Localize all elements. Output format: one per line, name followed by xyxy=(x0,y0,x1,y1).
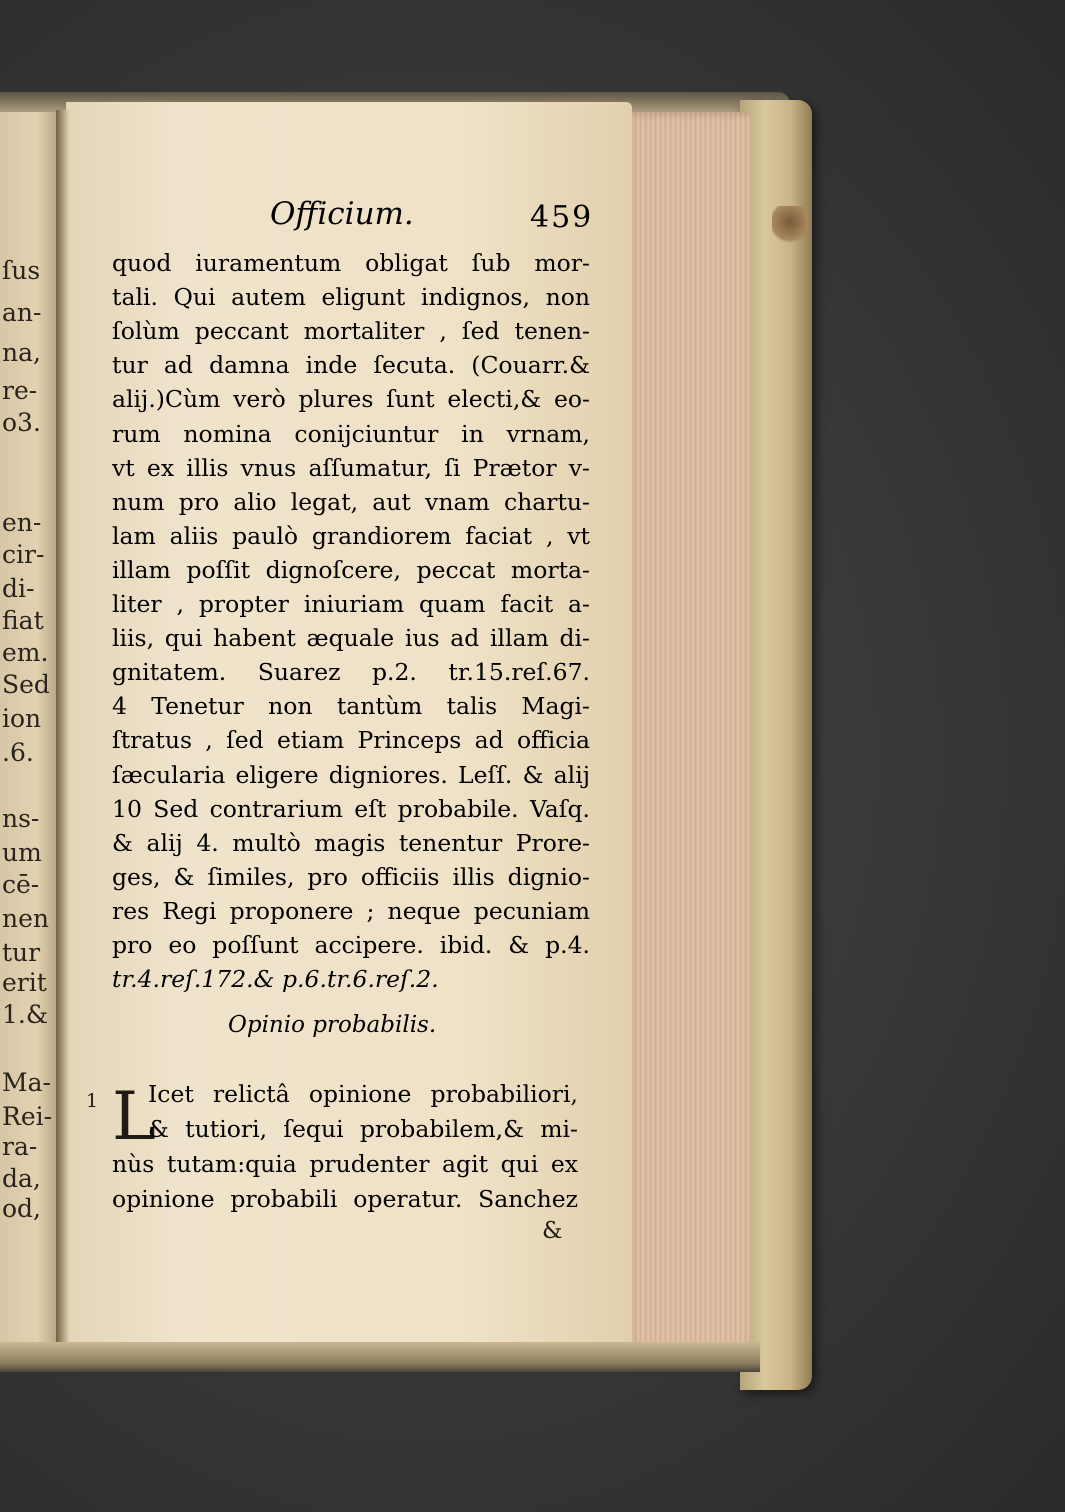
body-line: tur ad damna inde ſecuta. (Couarr.& xyxy=(112,351,590,380)
page-number: 459 xyxy=(530,200,594,235)
left-page-fragment: fiat xyxy=(2,606,44,635)
left-page xyxy=(0,112,62,1342)
body-line: alij.)Cùm verò plures ſunt electi,& eo- xyxy=(112,385,590,414)
paragraph-line: & tutiori, ſequi probabilem,& mi- xyxy=(148,1115,578,1143)
body-line: & alij 4. multò magis tenentur Prore- xyxy=(112,828,590,857)
body-line: tr.4.reſ.172.& p.6.tr.6.reſ.2. xyxy=(112,965,439,994)
left-page-fragment: 1.& xyxy=(2,1000,49,1029)
left-page-fragment: ra- xyxy=(2,1132,38,1161)
left-page-fragment: od, xyxy=(2,1194,42,1223)
left-page-fragment: an- xyxy=(2,298,42,327)
left-page-fragment: tur xyxy=(2,938,41,967)
body-line: quod iuramentum obligat ſub mor- xyxy=(112,249,590,277)
body-line: 10 Sed contrarium eſt probabile. Vaſq. xyxy=(112,794,590,823)
left-page-fragment: Sed xyxy=(2,670,50,699)
running-header xyxy=(160,196,620,242)
left-page-fragment: di- xyxy=(2,574,35,603)
body-line: illam poſſit dignoſcere, peccat morta- xyxy=(112,555,590,584)
left-page-fragment: en- xyxy=(2,508,42,537)
book-bottom-edge xyxy=(0,1342,760,1372)
body-line: ſtratus , ſed etiam Princeps ad officia xyxy=(112,726,590,755)
paragraph-line: opinione probabili operatur. Sanchez xyxy=(112,1185,578,1213)
body-line: res Regi proponere ; neque pecuniam xyxy=(112,896,590,925)
page-edges xyxy=(622,112,750,1362)
body-line: gnitatem. Suarez p.2. tr.15.reſ.67. xyxy=(112,658,590,687)
body-line: 4 Tenetur non tantùm talis Magi- xyxy=(112,692,590,721)
catchword: & xyxy=(542,1218,563,1244)
left-page-fragment: re- xyxy=(2,376,38,405)
book-cover xyxy=(740,100,812,1390)
body-line: pro eo poſſunt accipere. ibid. & p.4. xyxy=(112,931,590,959)
body-line: rum nomina conijciuntur in vrnam, xyxy=(112,419,590,448)
paragraph-number: 1 xyxy=(86,1090,99,1112)
left-page-fragment: ns- xyxy=(2,804,40,833)
body-line: ſolùm peccant mortaliter , ſed tenen- xyxy=(112,317,590,346)
body-line: tali. Qui autem eligunt indignos, non xyxy=(112,283,590,312)
left-page-fragment: erit xyxy=(2,968,47,997)
body-line: ges, & ſimiles, pro officiis illis dignio- xyxy=(112,862,590,891)
body-line: vt ex illis vnus aſſumatur, ſi Prætor v- xyxy=(112,453,590,482)
left-page-fragment: na, xyxy=(2,338,41,367)
cover-damage xyxy=(772,206,808,246)
left-page-fragment: ſus xyxy=(2,256,41,285)
body-line: lam aliis paulò grandiorem faciat , vt xyxy=(112,521,590,550)
left-page-fragment: o3. xyxy=(2,408,41,437)
book-gutter xyxy=(56,110,70,1346)
drop-initial: L xyxy=(112,1078,156,1155)
body-line: num pro alio legat, aut vnam chartu- xyxy=(112,487,590,516)
left-page-fragment: Ma- xyxy=(2,1068,51,1097)
running-title: Officium. xyxy=(270,196,414,232)
left-page-fragment: ion xyxy=(2,704,42,733)
left-page-fragment: .6. xyxy=(2,738,34,767)
body-line: liis, qui habent æquale ius ad illam di- xyxy=(112,624,590,653)
left-page-fragment: cir- xyxy=(2,540,45,569)
left-page-fragment: em. xyxy=(2,638,49,667)
body-line: liter , propter iniuriam quam facit a- xyxy=(112,590,590,618)
left-page-fragment: da, xyxy=(2,1164,41,1193)
paragraph-line: nùs tutam:quia prudenter agit qui ex xyxy=(112,1150,578,1178)
left-page-fragment: cē- xyxy=(2,870,40,899)
paragraph-line: Icet relictâ opinione probabiliori, xyxy=(148,1080,578,1108)
left-page-fragment: Rei- xyxy=(2,1102,53,1131)
left-page-fragment: nen xyxy=(2,904,49,933)
body-line: ſæcularia eligere digniores. Leſſ. & alij xyxy=(112,760,590,789)
left-page-fragment: um xyxy=(2,838,42,867)
section-title: Opinio probabilis. xyxy=(228,1012,437,1038)
